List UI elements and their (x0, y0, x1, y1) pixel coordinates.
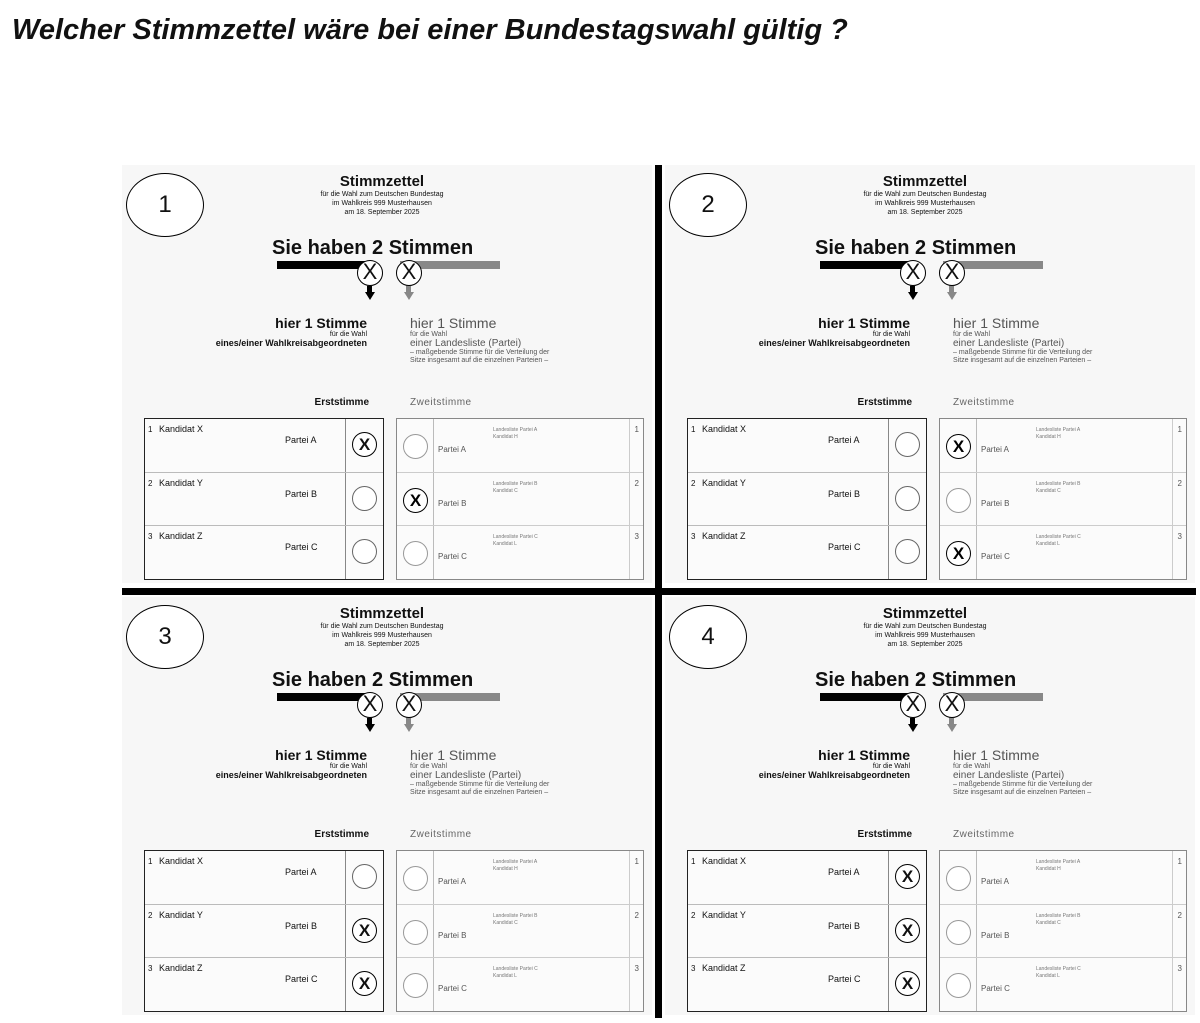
landesliste-name: Landesliste Partei B (493, 913, 538, 919)
candidate-name: Kandidat Y (159, 478, 203, 488)
zweitstimme-circle[interactable]: X (946, 541, 971, 566)
zweitstimme-row (397, 419, 643, 472)
row-number: 2 (634, 911, 639, 920)
row-number: 3 (148, 532, 153, 541)
erststimme-row (145, 851, 383, 904)
zweitstimme-row (940, 525, 1186, 579)
zweitstimme-row (940, 419, 1186, 472)
first-vote-sub-2: eines/einer Wahlkreisabgeordneten (215, 770, 367, 780)
zweitstimme-circle[interactable]: X (403, 488, 428, 513)
zweitstimme-row (397, 904, 643, 958)
ballot-sub-2: im Wahlkreis 999 Musterhausen (875, 200, 975, 207)
landesliste-name: Landesliste Partei C (1036, 966, 1081, 972)
landesliste-candidate: Kandidat L (493, 541, 517, 547)
zweitstimme-circle[interactable] (403, 434, 428, 459)
row-number: 2 (1177, 479, 1182, 488)
second-vote-sub-2: einer Landesliste (Partei) (410, 338, 522, 349)
first-vote-x-icon: X (900, 260, 926, 286)
erststimme-circle[interactable] (352, 486, 377, 511)
first-vote-bar (277, 261, 370, 269)
ballot-sub-2: im Wahlkreis 999 Musterhausen (332, 200, 432, 207)
row-number: 1 (691, 857, 696, 866)
first-vote-heading (759, 315, 910, 348)
second-vote-sub-3: – maßgebende Stimme für die Verteilung der (410, 349, 550, 356)
row-number: 2 (634, 479, 639, 488)
erststimme-row (145, 525, 383, 579)
party-name: Partei B (828, 921, 861, 931)
ballot-header (805, 173, 1045, 217)
first-arrow-icon (365, 292, 375, 300)
row-number: 1 (691, 425, 696, 434)
landesliste-name: Landesliste Partei C (1036, 534, 1081, 540)
second-vote-heading (410, 315, 549, 365)
second-vote-x-icon: X (939, 692, 965, 718)
zweitstimme-row (940, 904, 1186, 958)
row-number: 2 (1177, 911, 1182, 920)
ballot-header (262, 173, 502, 217)
first-vote-x-icon: X (357, 260, 383, 286)
landesliste-candidate: Kandidat L (1036, 973, 1060, 979)
party-name: Partei B (828, 489, 861, 499)
row-number: 3 (691, 532, 696, 541)
party-name: Partei C (438, 984, 467, 993)
votes-heading: Sie haben 2 Stimmen (815, 237, 1017, 259)
erststimme-row (688, 851, 926, 904)
ballot-header (805, 605, 1045, 649)
landesliste-name: Landesliste Partei A (493, 859, 538, 865)
zweitstimme-circle[interactable] (403, 920, 428, 945)
first-vote-title: hier 1 Stimme (818, 747, 910, 763)
landesliste (493, 859, 537, 873)
ballot-title: Stimmzettel (882, 173, 968, 190)
option-number: 3 (126, 605, 204, 669)
zweitstimme-circle[interactable] (946, 866, 971, 891)
erststimme-label: Erststimme (857, 397, 912, 408)
first-vote-title: hier 1 Stimme (275, 315, 367, 331)
second-vote-heading (953, 315, 1092, 365)
second-vote-sub-1: für die Wahl (953, 763, 991, 770)
first-vote-title: hier 1 Stimme (275, 747, 367, 763)
zweitstimme-circle[interactable] (403, 866, 428, 891)
candidate-name: Kandidat X (702, 424, 747, 434)
second-vote-sub-2: einer Landesliste (Partei) (410, 770, 522, 781)
second-arrow-icon (947, 724, 957, 732)
zweitstimme-row (397, 851, 643, 904)
landesliste (493, 534, 538, 548)
erststimme-table (144, 418, 384, 580)
ballot-title: Stimmzettel (339, 173, 425, 190)
zweitstimme-label: Zweitstimme (410, 829, 472, 840)
second-vote-sub-1: für die Wahl (953, 331, 991, 338)
second-vote-sub-4: Sitze insgesamt auf die einzelnen Parteien – (410, 789, 549, 796)
zweitstimme-circle[interactable] (403, 541, 428, 566)
party-name: Partei B (981, 931, 1010, 940)
landesliste-name: Landesliste Partei B (1036, 481, 1081, 487)
candidate-name: Kandidat Y (702, 478, 746, 488)
landesliste (493, 966, 538, 980)
party-name: Partei A (828, 867, 860, 877)
first-arrow-icon (908, 292, 918, 300)
row-number: 1 (1177, 425, 1182, 434)
zweitstimme-circle[interactable] (946, 973, 971, 998)
landesliste-candidate: Kandidat C (493, 920, 518, 926)
landesliste-name: Landesliste Partei C (493, 534, 538, 540)
second-vote-sub-3: – maßgebende Stimme für die Verteilung der (953, 349, 1093, 356)
candidate-name: Kandidat X (159, 424, 204, 434)
party-name: Partei B (438, 931, 467, 940)
row-number: 3 (691, 964, 696, 973)
row-number: 2 (148, 911, 153, 920)
horizontal-divider (122, 588, 1196, 595)
party-name: Partei B (285, 921, 318, 931)
candidate-name: Kandidat Z (159, 531, 203, 541)
row-number: 2 (691, 911, 696, 920)
erststimme-circle[interactable] (895, 432, 920, 457)
second-vote-sub-2: einer Landesliste (Partei) (953, 338, 1065, 349)
ballot-title: Stimmzettel (882, 605, 968, 622)
row-number: 1 (148, 857, 153, 866)
first-vote-sub-1: für die Wahl (872, 331, 910, 338)
landesliste-candidate: Kandidat H (1036, 866, 1061, 872)
landesliste-candidate: Kandidat C (1036, 920, 1061, 926)
erststimme-row (145, 419, 383, 472)
second-vote-sub-4: Sitze insgesamt auf die einzelnen Parteien – (953, 357, 1092, 364)
erststimme-circle[interactable] (895, 539, 920, 564)
landesliste-name: Landesliste Partei B (1036, 913, 1081, 919)
erststimme-row (145, 957, 383, 1011)
landesliste (493, 427, 537, 441)
row-number: 3 (1177, 964, 1182, 973)
first-vote-sub-2: eines/einer Wahlkreisabgeordneten (215, 338, 367, 348)
second-arrow-icon (947, 292, 957, 300)
second-vote-sub-1: für die Wahl (410, 331, 448, 338)
candidate-name: Kandidat Z (702, 531, 746, 541)
zweitstimme-table (396, 418, 644, 580)
landesliste (1036, 859, 1080, 873)
landesliste-name: Landesliste Partei A (1036, 427, 1081, 433)
zweitstimme-label: Zweitstimme (953, 397, 1015, 408)
party-name: Partei C (828, 542, 861, 552)
erststimme-row (688, 419, 926, 472)
ballot-panel-1[interactable] (122, 165, 652, 583)
party-name: Partei C (981, 984, 1010, 993)
party-name: Partei C (285, 974, 318, 984)
landesliste-candidate: Kandidat H (1036, 434, 1061, 440)
first-vote-sub-2: eines/einer Wahlkreisabgeordneten (758, 770, 910, 780)
second-vote-title: hier 1 Stimme (410, 315, 497, 331)
votes-heading: Sie haben 2 Stimmen (272, 237, 474, 259)
zweitstimme-label: Zweitstimme (410, 397, 472, 408)
candidate-name: Kandidat X (159, 856, 204, 866)
party-name: Partei A (438, 445, 467, 454)
erststimme-table (144, 850, 384, 1012)
first-vote-x-icon: X (900, 692, 926, 718)
ballot-grid (122, 165, 1196, 1018)
zweitstimme-row (940, 957, 1186, 1011)
second-vote-sub-4: Sitze insgesamt auf die einzelnen Parteien – (953, 789, 1092, 796)
second-arrow-icon (404, 292, 414, 300)
second-vote-heading (410, 747, 549, 797)
zweitstimme-circle[interactable]: X (946, 434, 971, 459)
zweitstimme-row (397, 525, 643, 579)
party-name: Partei C (981, 552, 1010, 561)
landesliste-name: Landesliste Partei C (493, 966, 538, 972)
second-vote-title: hier 1 Stimme (953, 315, 1040, 331)
landesliste-name: Landesliste Partei B (493, 481, 538, 487)
ballot-sub-3: am 18. September 2025 (344, 641, 420, 648)
landesliste-candidate: Kandidat C (1036, 488, 1061, 494)
first-vote-heading (216, 315, 367, 348)
landesliste (493, 481, 537, 495)
erststimme-table (687, 850, 927, 1012)
erststimme-table (687, 418, 927, 580)
erststimme-circle[interactable]: X (352, 971, 377, 996)
party-name: Partei C (285, 542, 318, 552)
erststimme-row (688, 525, 926, 579)
row-number: 1 (634, 857, 639, 866)
landesliste-candidate: Kandidat C (493, 488, 518, 494)
second-vote-sub-3: – maßgebende Stimme für die Verteilung der (953, 781, 1093, 788)
question-heading: Welcher Stimmzettel wäre bei einer Bundestagswahl gültig ? (12, 14, 848, 46)
first-vote-bar (820, 693, 913, 701)
ballot-sub-1: für die Wahl zum Deutschen Bundestag (863, 191, 987, 198)
second-vote-x-icon: X (396, 692, 422, 718)
second-vote-x-icon: X (939, 260, 965, 286)
first-vote-sub-1: für die Wahl (329, 331, 367, 338)
erststimme-row (688, 472, 926, 526)
erststimme-label: Erststimme (857, 829, 912, 840)
party-name: Partei A (438, 877, 467, 886)
candidate-name: Kandidat Z (702, 963, 746, 973)
erststimme-circle[interactable]: X (895, 971, 920, 996)
row-number: 3 (1177, 532, 1182, 541)
row-number: 1 (148, 425, 153, 434)
ballot-sub-3: am 18. September 2025 (887, 209, 963, 216)
party-name: Partei B (285, 489, 318, 499)
zweitstimme-table (939, 418, 1187, 580)
landesliste (1036, 427, 1080, 441)
option-number: 4 (669, 605, 747, 669)
ballot-sub-3: am 18. September 2025 (887, 641, 963, 648)
erststimme-row (688, 957, 926, 1011)
first-vote-sub-1: für die Wahl (872, 763, 910, 770)
landesliste-candidate: Kandidat H (493, 434, 518, 440)
erststimme-label: Erststimme (314, 397, 369, 408)
party-name: Partei C (438, 552, 467, 561)
zweitstimme-row (397, 472, 643, 526)
erststimme-circle[interactable] (895, 486, 920, 511)
first-arrow-icon (365, 724, 375, 732)
landesliste (1036, 534, 1081, 548)
option-number: 2 (669, 173, 747, 237)
zweitstimme-row (397, 957, 643, 1011)
ballot-sub-1: für die Wahl zum Deutschen Bundestag (320, 191, 444, 198)
erststimme-row (688, 904, 926, 958)
ballot-panel-4[interactable] (665, 597, 1195, 1015)
ballot-panel-3[interactable] (122, 597, 652, 1015)
erststimme-row (145, 472, 383, 526)
ballot-sub-2: im Wahlkreis 999 Musterhausen (332, 632, 432, 639)
second-vote-sub-3: – maßgebende Stimme für die Verteilung der (410, 781, 550, 788)
party-name: Partei A (828, 435, 860, 445)
party-name: Partei A (981, 877, 1010, 886)
first-arrow-icon (908, 724, 918, 732)
landesliste (1036, 966, 1081, 980)
first-vote-sub-1: für die Wahl (329, 763, 367, 770)
landesliste (1036, 481, 1080, 495)
landesliste-name: Landesliste Partei A (1036, 859, 1081, 865)
second-arrow-icon (404, 724, 414, 732)
party-name: Partei B (438, 499, 467, 508)
ballot-header (262, 605, 502, 649)
second-vote-sub-2: einer Landesliste (Partei) (953, 770, 1065, 781)
second-vote-title: hier 1 Stimme (410, 747, 497, 763)
erststimme-circle[interactable] (352, 539, 377, 564)
candidate-name: Kandidat Y (159, 910, 203, 920)
ballot-sub-3: am 18. September 2025 (344, 209, 420, 216)
votes-heading: Sie haben 2 Stimmen (815, 669, 1017, 691)
second-vote-heading (953, 747, 1092, 797)
ballot-panel-2[interactable] (665, 165, 1195, 583)
party-name: Partei B (981, 499, 1010, 508)
zweitstimme-table (939, 850, 1187, 1012)
second-vote-title: hier 1 Stimme (953, 747, 1040, 763)
row-number: 3 (634, 532, 639, 541)
landesliste-candidate: Kandidat L (493, 973, 517, 979)
landesliste-candidate: Kandidat H (493, 866, 518, 872)
first-vote-title: hier 1 Stimme (818, 315, 910, 331)
second-vote-x-icon: X (396, 260, 422, 286)
first-vote-heading (759, 747, 910, 780)
ballot-sub-1: für die Wahl zum Deutschen Bundestag (863, 623, 987, 630)
zweitstimme-circle[interactable] (946, 920, 971, 945)
first-vote-bar (277, 693, 370, 701)
candidate-name: Kandidat Z (159, 963, 203, 973)
first-vote-x-icon: X (357, 692, 383, 718)
erststimme-circle[interactable]: X (895, 864, 920, 889)
candidate-name: Kandidat Y (702, 910, 746, 920)
ballot-sub-1: für die Wahl zum Deutschen Bundestag (320, 623, 444, 630)
row-number: 3 (148, 964, 153, 973)
party-name: Partei A (285, 435, 317, 445)
landesliste-candidate: Kandidat L (1036, 541, 1060, 547)
ballot-title: Stimmzettel (339, 605, 425, 622)
row-number: 2 (691, 479, 696, 488)
votes-heading: Sie haben 2 Stimmen (272, 669, 474, 691)
row-number: 1 (1177, 857, 1182, 866)
first-vote-heading (216, 747, 367, 780)
row-number: 2 (148, 479, 153, 488)
party-name: Partei A (981, 445, 1010, 454)
landesliste (1036, 913, 1080, 927)
second-vote-sub-4: Sitze insgesamt auf die einzelnen Parteien – (410, 357, 549, 364)
first-vote-sub-2: eines/einer Wahlkreisabgeordneten (758, 338, 910, 348)
row-number: 1 (634, 425, 639, 434)
landesliste-name: Landesliste Partei A (493, 427, 538, 433)
zweitstimme-row (940, 851, 1186, 904)
row-number: 3 (634, 964, 639, 973)
zweitstimme-row (940, 472, 1186, 526)
option-number: 1 (126, 173, 204, 237)
party-name: Partei A (285, 867, 317, 877)
zweitstimme-table (396, 850, 644, 1012)
erststimme-circle[interactable]: X (895, 918, 920, 943)
landesliste (493, 913, 537, 927)
party-name: Partei C (828, 974, 861, 984)
zweitstimme-label: Zweitstimme (953, 829, 1015, 840)
erststimme-circle[interactable]: X (352, 432, 377, 457)
erststimme-circle[interactable]: X (352, 918, 377, 943)
erststimme-circle[interactable] (352, 864, 377, 889)
second-vote-sub-1: für die Wahl (410, 763, 448, 770)
ballot-sub-2: im Wahlkreis 999 Musterhausen (875, 632, 975, 639)
zweitstimme-circle[interactable] (946, 488, 971, 513)
erststimme-row (145, 904, 383, 958)
first-vote-bar (820, 261, 913, 269)
candidate-name: Kandidat X (702, 856, 747, 866)
zweitstimme-circle[interactable] (403, 973, 428, 998)
erststimme-label: Erststimme (314, 829, 369, 840)
